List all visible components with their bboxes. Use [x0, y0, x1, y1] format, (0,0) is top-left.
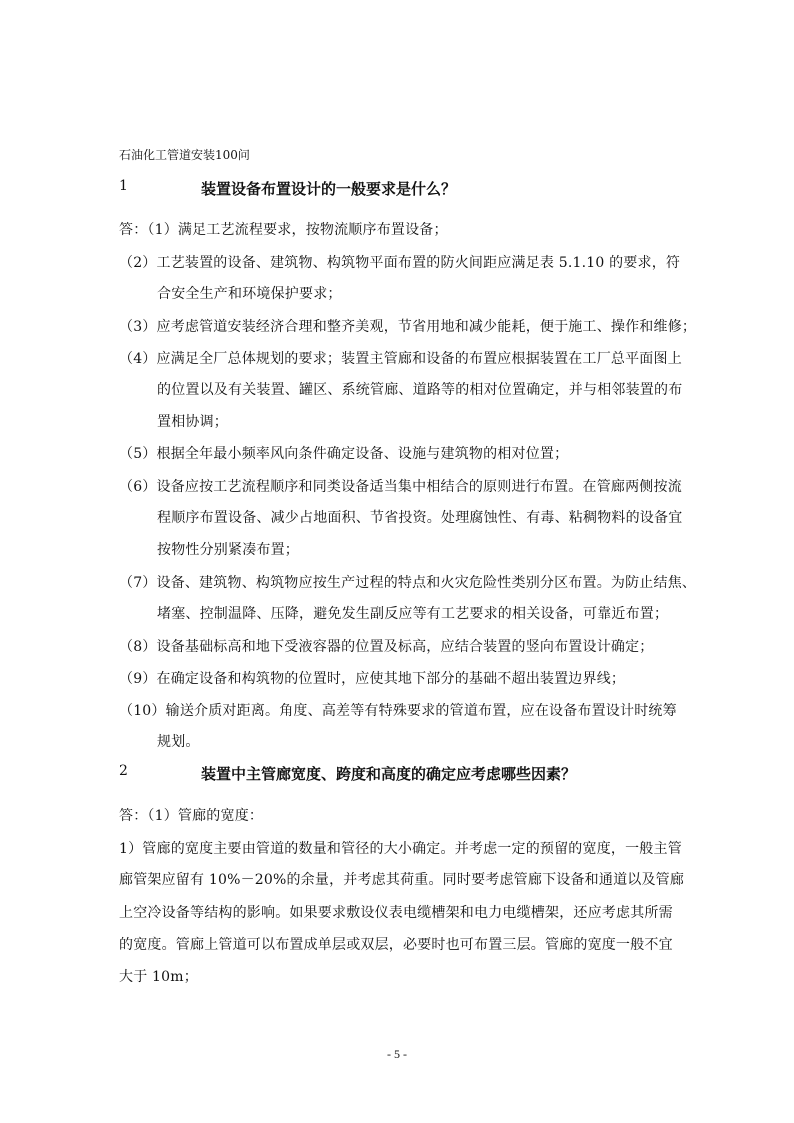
answer-line: 廊管架应留有 10%－20%的余量，并考虑其荷重。同时要考虑管廊下设备和通道以及管廊: [119, 872, 685, 888]
question-1-heading: [0, 178, 794, 200]
answer-line: 合安全生产和环境保护要求；: [157, 286, 342, 302]
answer-line: 的宽度。管廊上管道可以布置成单层或双层，必要时也可布置三层。管廊的宽度一般不宜: [119, 937, 673, 953]
document-title: 石油化工管道安装100问: [119, 148, 250, 162]
answer-line: 答：（1）管廊的宽度：: [119, 808, 264, 824]
answer-line: （8）设备基础标高和地下受液容器的位置及标高，应结合装置的竖向布置设计确定；: [119, 639, 654, 655]
answer-line: 大于 10m；: [119, 969, 198, 985]
question-title: 装置设备布置设计的一般要求是什么？: [201, 180, 457, 198]
answer-line: 的位置以及有关装置、罐区、系统管廊、道路等的相对位置确定，并与相邻装置的布: [157, 382, 683, 398]
answer-line: （9）在确定设备和构筑物的位置时，应使其地下部分的基础不超出装置边界线；: [119, 671, 626, 687]
answer-line: 上空冷设备等结构的影响。如果要求敷设仪表电缆槽架和电力电缆槽架，还应考虑其所需: [119, 905, 673, 921]
answer-line: （6）设备应按工艺流程顺序和同类设备适当集中相结合的原则进行布置。在管廊两侧按流: [119, 479, 682, 495]
question-2-heading: [0, 763, 794, 785]
answer-line: 堵塞、控制温降、压降，避免发生副反应等有工艺要求的相关设备，可靠近布置；: [157, 606, 669, 622]
question-title: 装置中主管廊宽度、跨度和高度的确定应考虑哪些因素？: [201, 765, 577, 783]
answer-line: （5）根据全年最小频率风向条件确定设备、设施与建筑物的相对位置；: [119, 446, 569, 462]
answer-line: 1）管廊的宽度主要由管道的数量和管径的大小确定。并考虑一定的预留的宽度，一般主管: [119, 841, 682, 857]
question-number: 2: [119, 763, 128, 779]
answer-line: （10）输送介质对距离。角度、高差等有特殊要求的管道布置，应在设备布置设计时统筹: [119, 703, 677, 719]
answer-line: 程顺序布置设备、减少占地面积、节省投资。处理腐蚀性、有毒、粘稠物料的设备宜: [157, 510, 683, 526]
answer-line: 置相协调；: [157, 414, 228, 430]
question-number: 1: [119, 178, 128, 194]
answer-line: 规划。: [157, 734, 200, 750]
answer-line: 答：（1）满足工艺流程要求，按物流顺序布置设备；: [119, 222, 448, 238]
page-number: - 5 -: [387, 1047, 407, 1061]
answer-line: （2）工艺装置的设备、建筑物、构筑物平面布置的防火间距应满足表 5.1.10 的要求，符: [119, 255, 681, 271]
answer-line: （4）应满足全厂总体规划的要求；装置主管廊和设备的布置应根据装置在工厂总平面图上: [119, 351, 682, 367]
answer-line: （3）应考虑管道安装经济合理和整齐美观，节省用地和减少能耗，便于施工、操作和维修；: [119, 319, 697, 335]
answer-line: 按物性分别紧凑布置；: [157, 542, 299, 558]
answer-line: （7）设备、建筑物、构筑物应按生产过程的特点和火灾危险性类别分区布置。为防止结焦、: [119, 575, 697, 591]
